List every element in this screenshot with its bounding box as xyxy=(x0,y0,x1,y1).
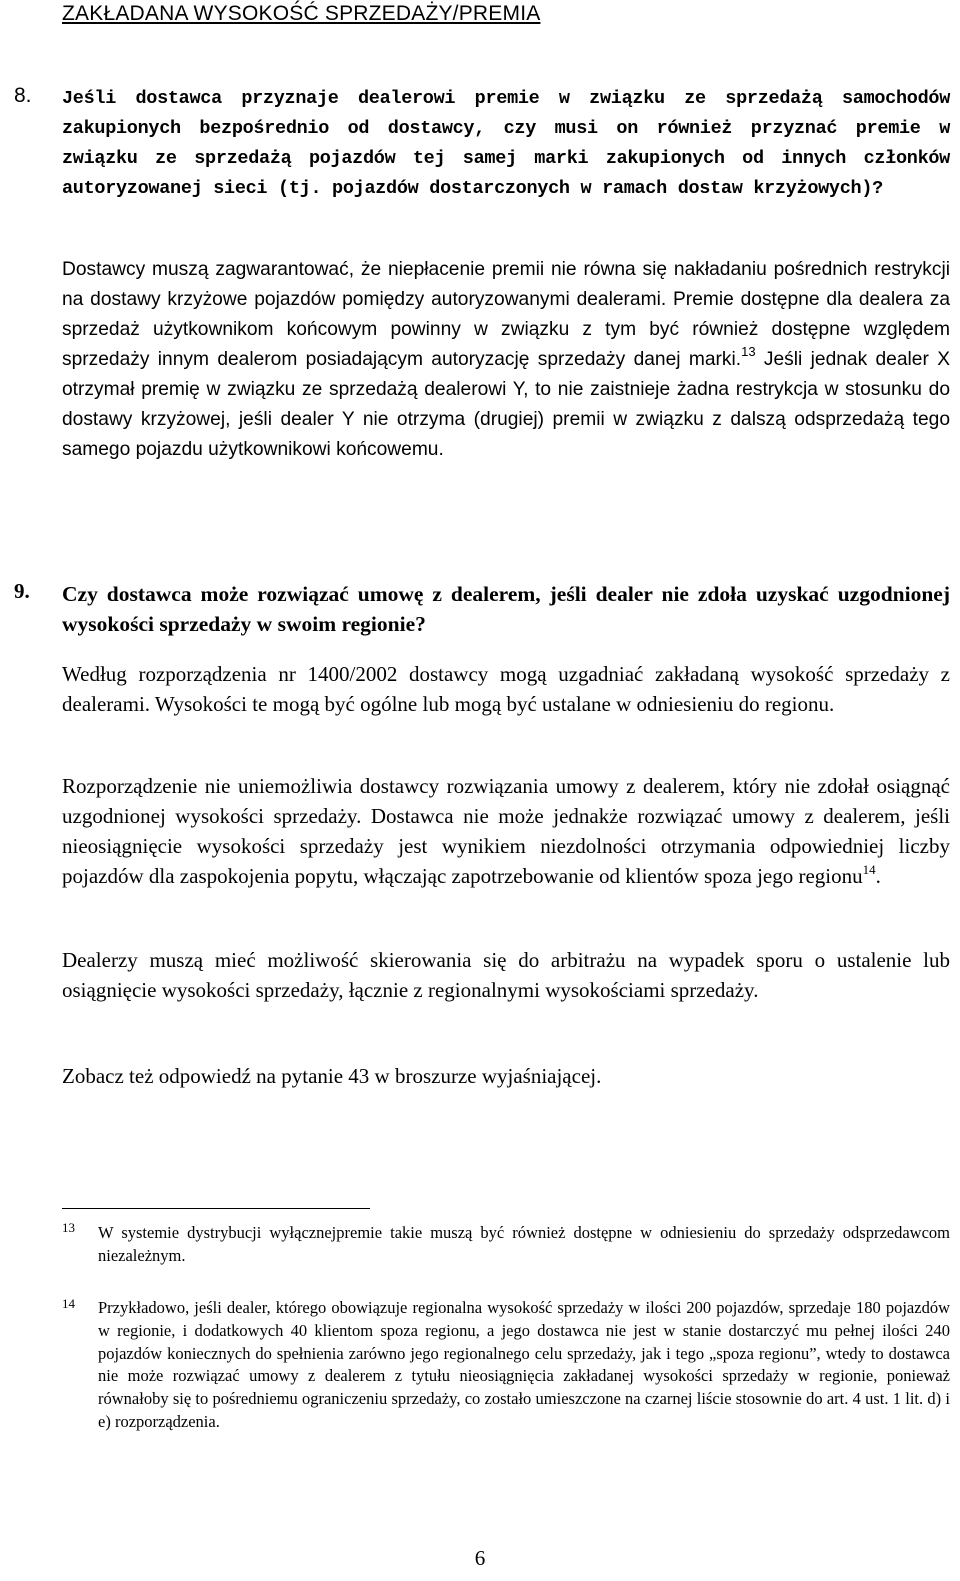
question-9-paragraph-2-text: Rozporządzenie nie uniemożliwia dostawcy rozwiązania umowy z dealerem, który nie zdołał osiągnąć uzgodnionej wysokości sprzedaży. Dostawca nie może jednakże rozwiązać umowy z dealerem, jeśli nieosiągnięcie wysokości sprzedaży jest wynikiem niezdolności otrzymania odpowiedniej liczby pojazdów dla zaspokojenia popytu, włączając zapotrzebowanie od klientów spoza jego regionu xyxy=(62,774,950,888)
question-8-answer-part1: Dostawcy muszą zagwarantować, że niepłacenie premii nie równa się nakładaniu pośrednich restrykcji na dostawy krzyżowe pojazdów pomiędzy autoryzowanymi dealerami. Premie dostępne dla dealera za sprzedaż użytkownikom końcowym powinny w związku z tym być również dostępne względem sprzedaży innym dealerom posiadającym autoryzację sprzedaży danej marki. xyxy=(62,259,950,370)
question-8-text: Jeśli dostawca przyznaje dealerowi premie w związku ze sprzedażą samochodów zakupionych bezpośrednio od dostawcy, czy musi on również przyznać premie w związku ze sprzedażą pojazdów tej samej marki zakupionych od innych członków autoryzowanej sieci (tj. pojazdów dostarczonych w ramach dostaw krzyżowych)? xyxy=(62,88,950,199)
footnote-13-number: 13 xyxy=(62,1220,75,1235)
footnote-separator xyxy=(62,1208,370,1209)
question-9-text: Czy dostawca może rozwiązać umowę z dealerem, jeśli dealer nie zdoła uzyskać uzgodnionej wysokości sprzedaży w swoim regionie? xyxy=(62,582,950,636)
footnote-ref-13: 13 xyxy=(741,344,756,359)
question-9-number: 9. xyxy=(14,579,30,603)
footnote-ref-14: 14 xyxy=(862,862,876,877)
question-9-paragraph-2-end: . xyxy=(875,864,881,888)
question-8-number: 8. xyxy=(14,84,32,107)
footnote-13-text: W systemie dystrybucji wyłącznejpremie takie muszą być również dostępne w odniesieniu do sprzedaży odsprzedawcom niezależnym. xyxy=(98,1223,950,1265)
question-9-paragraph-1: Według rozporządzenia nr 1400/2002 dostawcy mogą uzgadniać zakładaną wysokość sprzedaży z dealerami. Wysokości te mogą być ogólne lub mogą być ustalane w odniesieniu do regionu. xyxy=(62,662,950,716)
question-8-answer-part2: Jeśli jednak dealer X otrzymał premię w związku ze sprzedażą dealerowi Y, to nie zaistnieje żadna restrykcja w stosunku do dostawy krzyżowej, jeśli dealer Y nie otrzyma (drugiej) premii w związku z dalszą odsprzedażą tego samego pojazdu użytkownikowi końcowemu. xyxy=(62,349,950,460)
question-9-paragraph-4: Zobacz też odpowiedź na pytanie 43 w broszurze wyjaśniającej. xyxy=(62,1064,602,1088)
page-number: 6 xyxy=(474,1546,486,1570)
footnote-14-text: Przykładowo, jeśli dealer, którego obowiązuje regionalna wysokość sprzedaży w ilości 200 pojazdów, sprzedaje 180 pojazdów w regionie, i dodatkowych 40 klientom spoza regionu, a jego dostawca nie jest w stanie dostarczyć mu pełnej ilości 240 pojazdów koniecznych do spełnienia zarówno jego regionalnego celu sprzedaży, jak i tego „spoza regionu”, wtedy to dostawca nie może rozwiązać umowy z dealerem z tytułu nieosiągnięcia zakładanej wysokości sprzedaży w regionie, ponieważ równałoby się to pośredniemu ograniczeniu sprzedaży, co zostało umieszczone na czarnej liście stosownie do art. 4 ust. 1 lit. d) i e) rozporządzenia. xyxy=(98,1298,950,1431)
question-9-paragraph-3: Dealerzy muszą mieć możliwość skierowania się do arbitrażu na wypadek sporu o ustalenie lub osiągnięcie wysokości sprzedaży, łącznie z regionalnymi wysokościami sprzedaży. xyxy=(62,948,950,1002)
question-8-answer xyxy=(62,255,950,465)
section-heading: ZAKŁADANA WYSOKOŚĆ SPRZEDAŻY/PREMIA xyxy=(62,2,541,25)
footnote-14-number: 14 xyxy=(62,1296,75,1311)
question-9-paragraph-2 xyxy=(62,771,950,891)
